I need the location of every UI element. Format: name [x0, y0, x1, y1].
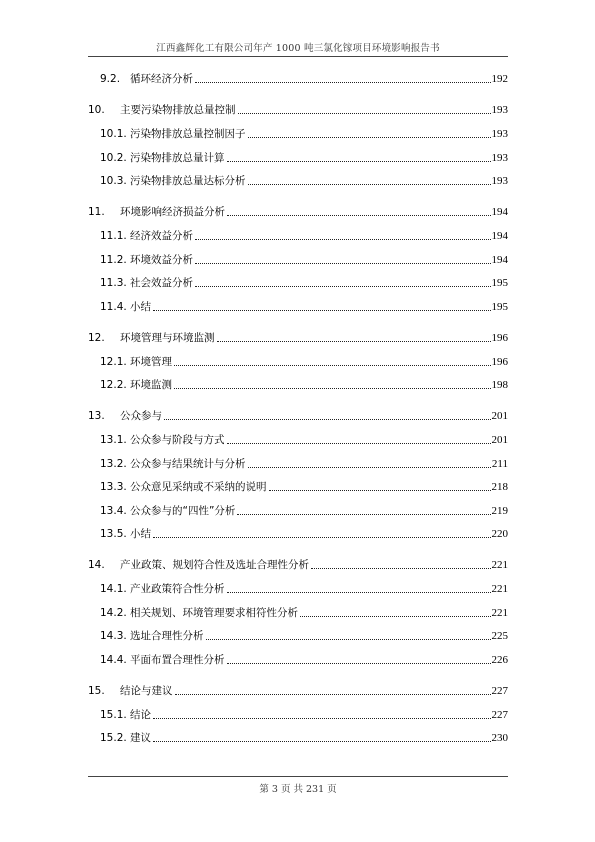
- toc-entry-number: 13.1.: [100, 434, 127, 446]
- toc-entry-page-number: 193: [491, 128, 508, 140]
- toc-entry-number: 11.4.: [100, 300, 127, 313]
- toc-entry[interactable]: [88, 251, 508, 267]
- toc-entry-page-number: 227: [491, 708, 508, 721]
- toc-dot-leader: [248, 183, 491, 185]
- toc-entry-page-number: 220: [491, 528, 508, 540]
- toc-entry-page-number: 194: [491, 230, 508, 242]
- toc-entry-number: 11.: [88, 206, 105, 218]
- toc-entry[interactable]: [88, 525, 508, 541]
- toc-entry-page-number: 198: [491, 379, 508, 391]
- toc-entry[interactable]: [88, 627, 508, 643]
- toc-entry-title: 污染物排放总量计算: [130, 151, 225, 164]
- toc-entry-number: 14.1.: [100, 583, 127, 595]
- toc-entry-page-number: 221: [491, 583, 508, 595]
- toc-entry-title: 公众参与的“四性”分析: [130, 504, 236, 517]
- toc-entry[interactable]: [88, 502, 508, 518]
- toc-dot-leader: [153, 717, 491, 719]
- toc-entry-number: 13.3.: [100, 481, 127, 493]
- toc-entry[interactable]: [88, 70, 508, 86]
- toc-entry-title: 建议: [130, 732, 151, 744]
- toc-entry[interactable]: [88, 125, 508, 141]
- toc-dot-leader: [195, 238, 491, 240]
- toc-dot-leader: [174, 387, 491, 389]
- toc-dot-leader: [227, 662, 491, 664]
- toc-entry-number: 11.1.: [100, 230, 127, 242]
- toc-entry-page-number: 230: [491, 732, 508, 744]
- toc-entry-title: 循环经济分析: [130, 73, 193, 85]
- toc-entry-page-number: 194: [491, 206, 508, 218]
- toc-entry-title: 小结: [130, 300, 151, 313]
- toc-entry[interactable]: [88, 580, 508, 596]
- toc-entry[interactable]: [88, 431, 508, 447]
- toc-entry-title: 选址合理性分析: [130, 630, 204, 642]
- toc-dot-leader: [248, 136, 491, 138]
- toc-dot-leader: [217, 340, 491, 342]
- toc-dot-leader: [153, 309, 491, 311]
- toc-dot-leader: [237, 513, 490, 515]
- toc-entry[interactable]: [88, 651, 508, 667]
- toc-entry-number: 14.4.: [100, 653, 127, 666]
- toc-entry-title: 结论与建议: [120, 684, 173, 697]
- toc-entry-number: 12.2.: [100, 379, 127, 391]
- toc-entry-page-number: 221: [491, 559, 508, 571]
- toc-entry[interactable]: [88, 227, 508, 243]
- toc-entry-page-number: 192: [491, 73, 508, 85]
- toc-entry-title: 社会效益分析: [130, 277, 193, 289]
- toc-entry[interactable]: [88, 376, 508, 392]
- toc-entry[interactable]: [88, 353, 508, 369]
- toc-entry-number: 12.1.: [100, 355, 127, 368]
- toc-entry-title: 相关规划、环境管理要求相符性分析: [130, 606, 298, 619]
- toc-dot-leader: [195, 262, 491, 264]
- toc-entry-title: 污染物排放总量达标分析: [130, 175, 246, 187]
- toc-entry-number: 13.: [88, 410, 105, 422]
- toc-dot-leader: [206, 638, 491, 640]
- toc-entry-number: 15.2.: [100, 732, 127, 744]
- toc-entry[interactable]: [88, 274, 508, 290]
- toc-dot-leader: [153, 536, 491, 538]
- toc-entry-title: 环境管理与环境监测: [120, 331, 215, 344]
- toc-entry-title: 环境监测: [130, 379, 172, 391]
- toc-entry[interactable]: [88, 329, 508, 345]
- toc-entry[interactable]: [88, 101, 508, 117]
- toc-entry-title: 环境影响经济损益分析: [120, 206, 225, 218]
- toc-entry[interactable]: [88, 298, 508, 314]
- toc-entry-number: 13.4.: [100, 504, 127, 517]
- toc-entry-number: 11.2.: [100, 253, 127, 266]
- toc-entry-title: 结论: [130, 708, 151, 721]
- toc-entry-title: 污染物排放总量控制因子: [130, 128, 246, 140]
- toc-entry-number: 15.: [88, 684, 105, 697]
- toc-entry-title: 公众意见采纳或不采纳的说明: [130, 481, 267, 493]
- toc-entry[interactable]: [88, 682, 508, 698]
- toc-entry-number: 14.: [88, 559, 105, 571]
- toc-entry-number: 14.3.: [100, 630, 127, 642]
- toc-entry[interactable]: [88, 556, 508, 572]
- toc-entry-number: 10.2.: [100, 151, 127, 164]
- toc-entry-page-number: 195: [491, 277, 508, 289]
- toc-entry-number: 11.3.: [100, 277, 127, 289]
- toc-entry-number: 12.: [88, 331, 105, 344]
- page-footer: 第 3 页 共 231 页: [259, 784, 337, 795]
- toc-entry[interactable]: [88, 407, 508, 423]
- toc-dot-leader: [227, 160, 491, 162]
- toc-entry-title: 公众参与结果统计与分析: [130, 457, 246, 470]
- toc-entry-page-number: 193: [491, 175, 508, 187]
- toc-entry-title: 公众参与: [120, 410, 162, 422]
- toc-entry-title: 公众参与阶段与方式: [130, 434, 225, 446]
- toc-entry-title: 主要污染物排放总量控制: [120, 104, 236, 116]
- toc-entry-title: 小结: [130, 528, 151, 540]
- toc-entry-page-number: 211: [491, 457, 508, 470]
- toc-dot-leader: [164, 418, 491, 420]
- toc-dot-leader: [248, 466, 491, 468]
- toc-entry-page-number: 221: [491, 606, 508, 619]
- toc-dot-leader: [174, 364, 491, 366]
- page-header: 江西鑫辉化工有限公司年产 1000 吨三氯化镓项目环境影响报告书: [156, 43, 440, 54]
- toc-dot-leader: [311, 567, 491, 569]
- toc-entry-title: 环境效益分析: [130, 253, 193, 266]
- toc-entry-number: 9.2.: [100, 73, 121, 85]
- toc-entry-title: 经济效益分析: [130, 230, 193, 242]
- toc-entry-page-number: 201: [491, 434, 508, 446]
- toc-entry-page-number: 227: [491, 684, 508, 697]
- toc-entry-page-number: 225: [491, 630, 508, 642]
- toc-dot-leader: [227, 442, 491, 444]
- toc-entry-number: 10.: [88, 104, 105, 116]
- toc-entry-page-number: 201: [491, 410, 508, 422]
- toc-entry-number: 13.5.: [100, 528, 127, 540]
- toc-dot-leader: [227, 214, 491, 216]
- toc-entry-number: 10.3.: [100, 175, 127, 187]
- toc-entry-page-number: 193: [491, 104, 508, 116]
- toc-dot-leader: [227, 591, 491, 593]
- toc-entry-number: 13.2.: [100, 457, 127, 470]
- toc-entry-title: 平面布置合理性分析: [130, 653, 225, 666]
- toc-entry[interactable]: [88, 729, 508, 745]
- toc-entry-page-number: 195: [491, 300, 508, 313]
- toc-dot-leader: [195, 81, 491, 83]
- header-rule: [88, 56, 508, 57]
- toc-dot-leader: [175, 693, 491, 695]
- toc-entry-page-number: 219: [491, 504, 508, 517]
- toc-dot-leader: [195, 285, 491, 287]
- toc-entry-page-number: 218: [491, 481, 508, 493]
- toc-entry[interactable]: [88, 203, 508, 219]
- toc-entry[interactable]: [88, 706, 508, 722]
- toc-entry-number: 15.1.: [100, 708, 127, 721]
- toc-dot-leader: [300, 615, 491, 617]
- toc-entry-page-number: 226: [491, 653, 508, 666]
- toc-dot-leader: [238, 112, 491, 114]
- toc-entry[interactable]: [88, 172, 508, 188]
- toc-entry-number: 10.1.: [100, 128, 127, 140]
- toc-dot-leader: [153, 740, 491, 742]
- toc-dot-leader: [269, 489, 491, 491]
- toc-entry-page-number: 193: [491, 151, 508, 164]
- toc-entry-page-number: 196: [491, 331, 508, 344]
- toc-entry[interactable]: [88, 604, 508, 620]
- toc-entry-title: 产业政策符合性分析: [130, 583, 225, 595]
- toc-entry[interactable]: [88, 478, 508, 494]
- toc-entry-title: 产业政策、规划符合性及选址合理性分析: [120, 559, 309, 571]
- toc-entry[interactable]: [88, 455, 508, 471]
- toc-entry-page-number: 194: [491, 253, 508, 266]
- toc-entry-title: 环境管理: [130, 355, 172, 368]
- toc-entry[interactable]: [88, 149, 508, 165]
- footer-rule: [88, 776, 508, 777]
- toc-entry-page-number: 196: [491, 355, 508, 368]
- toc-entry-number: 14.2.: [100, 606, 127, 619]
